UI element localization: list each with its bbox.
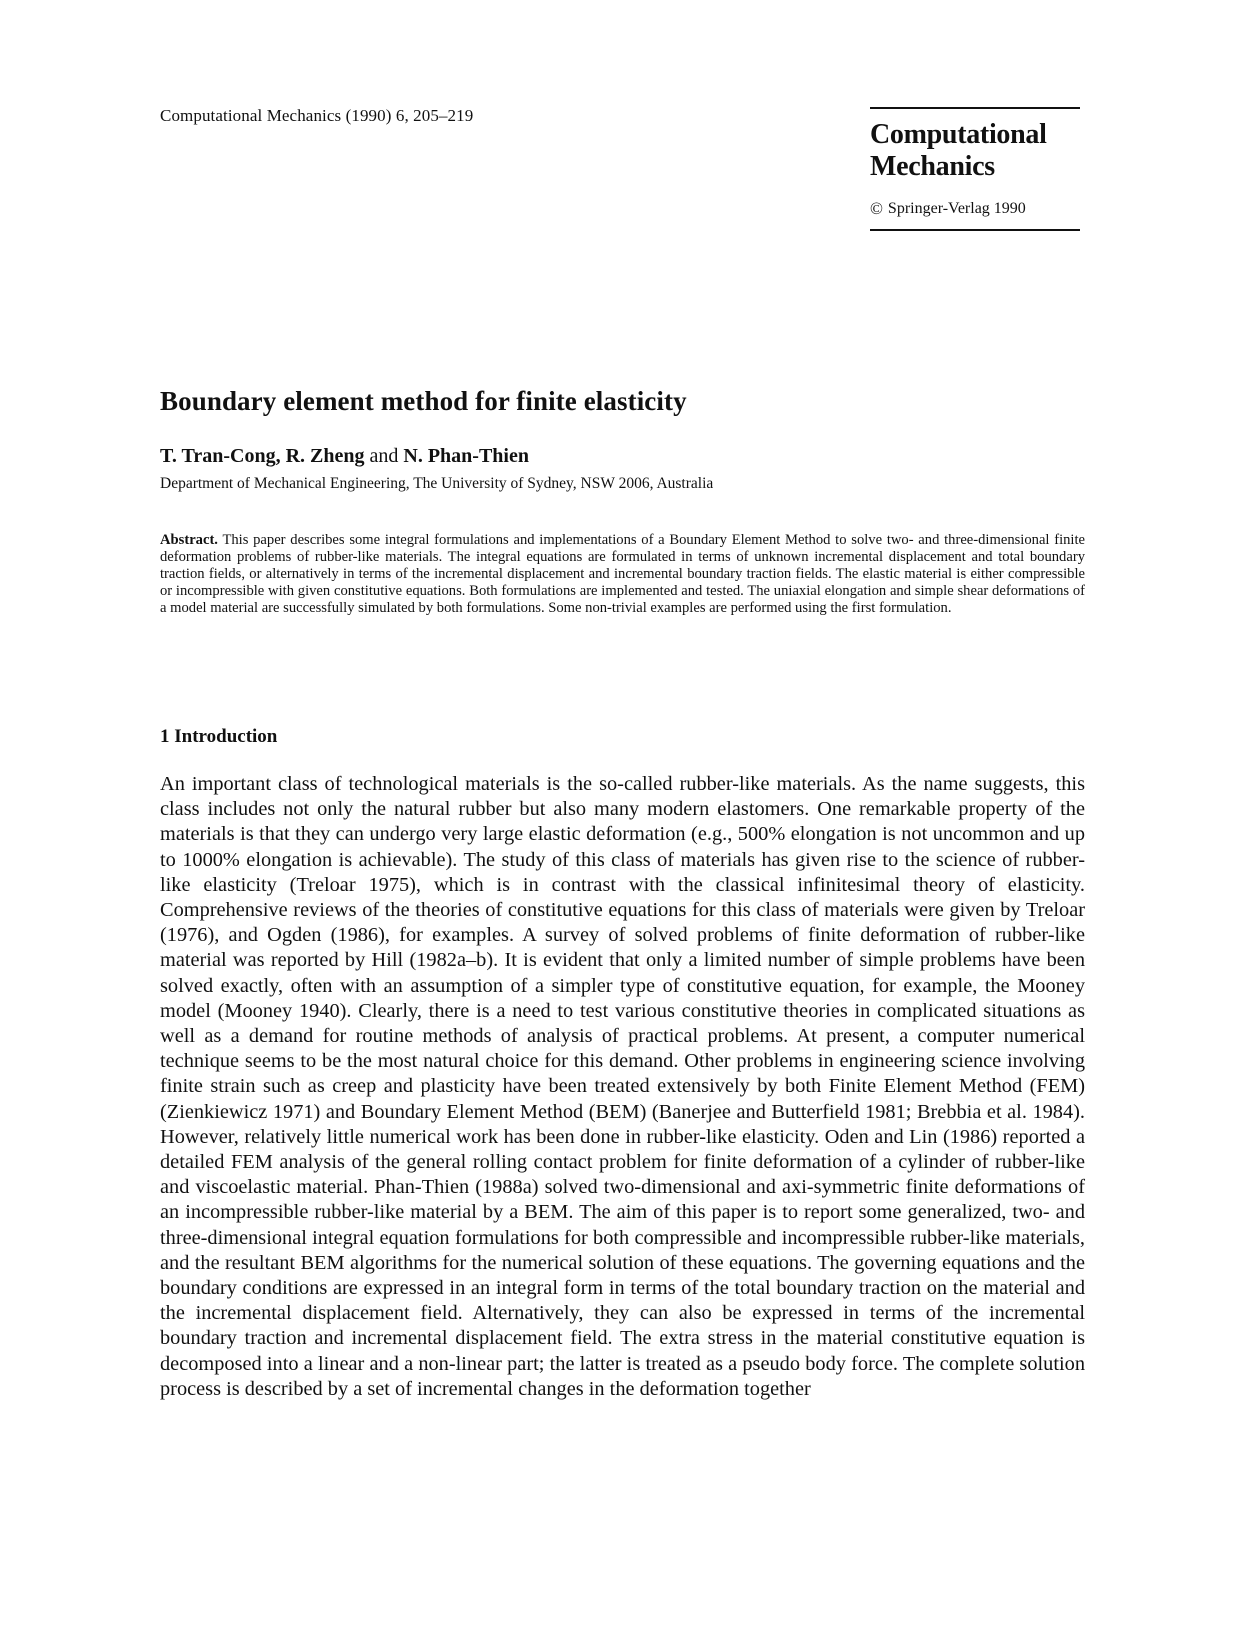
copyright-notice — [870, 199, 1080, 219]
abstract-label: Abstract. — [160, 532, 218, 548]
journal-name-line1: Computational — [870, 119, 1047, 150]
introduction-paragraph: An important class of technological materials is the so-called rubber-like materials. As the name suggests, this class includes not only the natural rubber but also many modern elastomers. One remarkable property of the materials is that they can undergo very large elastic deformation (e.g., 500% elongation is not uncommon and up to 1000% elongation is achievable). The study of this class of materials has given rise to the science of rubber-like elasticity (Treloar 1975), which is in contrast with the classical infinitesimal theory of elasticity. Comprehensive reviews of the theories of constitutive equations for this class of materials were given by Treloar (1976), and Ogden (1986), for examples. A survey of solved problems of finite deformation of rubber-like material was reported by Hill (1982a–b). It is evident that only a limited number of simple problems have been solved exactly, often with an assumption of a simpler type of constitutive equation, for example, the Mooney model (Mooney 1940). Clearly, there is a need to test various constitutive theories in complicated situations as well as a demand for routine methods of analysis of practical problems. At present, a computer numerical technique seems to be the most natural choice for this demand. Other problems in engineering science involving finite strain such as creep and plasticity have been treated extensively by both Finite Element Method (FEM) (Zienkiewicz 1971) and Boundary Element Method (BEM) (Banerjee and Butterfield 1981; Brebbia et al. 1984). However, relatively little numerical work has been done in rubber-like elasticity. Oden and Lin (1986) reported a detailed FEM analysis of the general rolling contact problem for finite deformation of a cylinder of rubber-like and viscoelastic material. Phan-Thien (1988a) solved two-dimensional and axi-symmetric finite deformations of an incompressible rubber-like material by a BEM. The aim of this paper is to report some generalized, two- and three-dimensional integral equation formulations for both compressible and incompressible rubber-like materials, and the resultant BEM algorithms for the numerical solution of these equations. The governing equations and the boundary conditions are expressed in an integral form in terms of the total boundary traction on the material and the incremental displacement field. Alternatively, they can also be expressed in terms of the incremental boundary traction and incremental displacement field. The extra stress in the material constitutive equation is decomposed into a linear and a non-linear part; the latter is treated as a pseudo body force. The complete solution process is described by a set of incremental changes in the deformation together — [160, 773, 1085, 1400]
author-list — [160, 445, 529, 468]
author-conjunction: and — [369, 445, 399, 467]
author-1: T. Tran-Cong, — [160, 445, 281, 467]
copyright-text: Springer-Verlag 1990 — [887, 200, 1026, 217]
abstract — [160, 532, 1085, 617]
article-title: Boundary element method for finite elasticity — [160, 386, 687, 416]
journal-reference: Computational Mechanics (1990) 6, 205–219 — [160, 106, 474, 125]
brand-bottom-rule — [870, 229, 1080, 231]
abstract-text: This paper describes some integral formulations and implementations of a Boundary Element Method to solve two- and three-dimensional finite deformation problems of rubber-like materials. The integral equations are formulated in terms of unknown incremental displacement and total boundary traction fields, or alternatively in terms of the incremental displacement and incremental boundary traction fields. The elastic material is either compressible or incompressible with given constitutive equations. Both formulations are implemented and tested. The uniaxial elongation and simple shear deformations of a model material are successfully simulated by both formulations. Some non-trivial examples are performed using the first formulation. — [160, 532, 1086, 616]
journal-name-line2: Mechanics — [870, 151, 995, 182]
copyright-icon: © — [870, 199, 883, 218]
author-2: R. Zheng — [285, 445, 365, 467]
section-heading-introduction: 1 Introduction — [160, 726, 278, 747]
journal-brand — [870, 107, 1080, 231]
affiliation: Department of Mechanical Engineering, The University of Sydney, NSW 2006, Australia — [160, 475, 714, 492]
journal-name — [870, 119, 1080, 183]
brand-top-rule — [870, 107, 1080, 109]
author-3: N. Phan-Thien — [403, 445, 529, 467]
